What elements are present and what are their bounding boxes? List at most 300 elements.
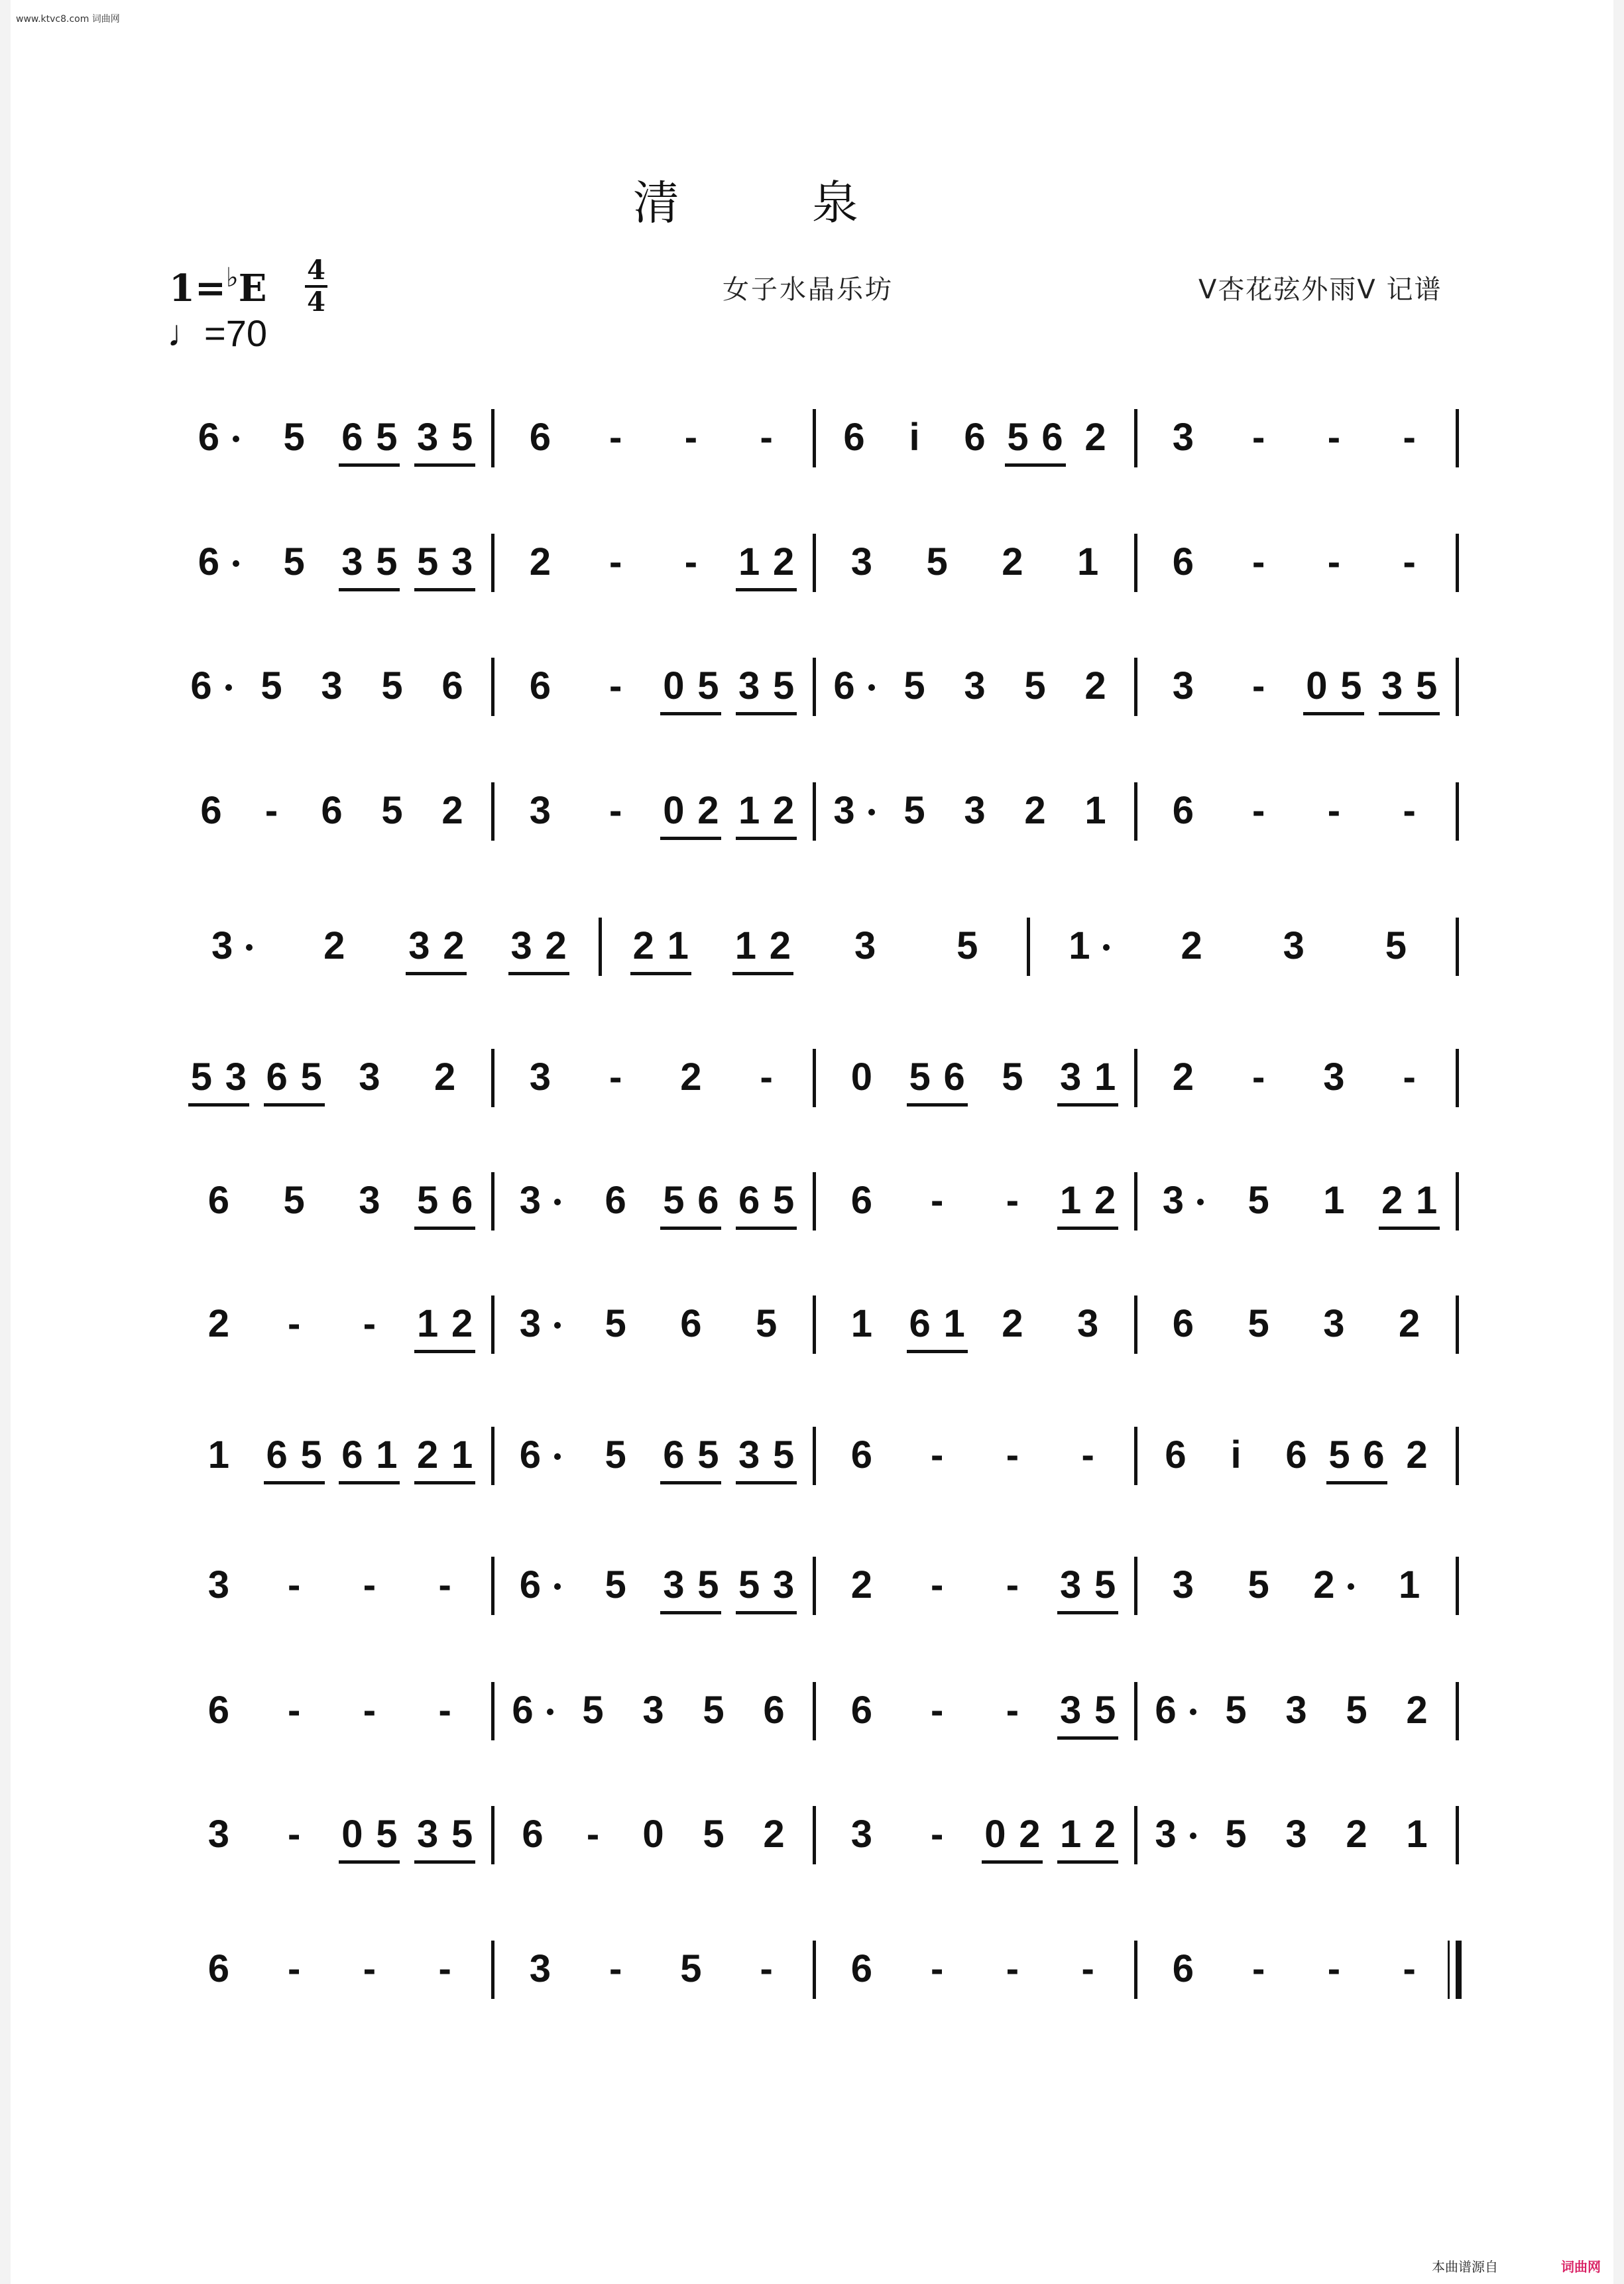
score-note: 3: [854, 924, 876, 967]
score-note: 5: [1225, 1813, 1247, 1856]
score-note: -: [363, 1563, 377, 1606]
score-note: 3: [964, 789, 986, 832]
barline: [1456, 658, 1459, 716]
score-note: 2: [850, 1563, 873, 1606]
eighth-underline: [660, 712, 721, 715]
barline: [599, 918, 602, 976]
score-note: 6: [833, 664, 855, 707]
score-note: 6: [207, 1689, 230, 1732]
key-prefix: 1=: [169, 267, 226, 310]
score-note: -: [1251, 1947, 1265, 1990]
score-note: i: [909, 416, 920, 459]
score-note: -: [930, 1563, 944, 1606]
score-note: -: [287, 1689, 301, 1732]
barline: [491, 1049, 494, 1107]
score-note: 3: [1323, 1302, 1345, 1345]
score-note: 6: [1041, 416, 1063, 459]
score-note: 6: [663, 1433, 685, 1476]
score-note: 5: [416, 540, 439, 583]
score-note: 6: [190, 664, 212, 707]
barline: [1134, 1806, 1137, 1864]
score-note: -: [760, 1055, 773, 1099]
eighth-underline: [907, 1103, 968, 1107]
score-note: 6: [207, 1179, 230, 1222]
eighth-underline: [188, 1103, 249, 1107]
score-note: 6: [850, 1433, 873, 1476]
score-note: 3: [1172, 416, 1194, 459]
score-note: 6: [198, 416, 220, 459]
score-note: -: [930, 1179, 944, 1222]
eighth-underline: [339, 1481, 400, 1484]
score-note: -: [363, 1302, 377, 1345]
score-note: -: [287, 1813, 301, 1856]
score-note: -: [287, 1563, 301, 1606]
score-note: 2: [323, 924, 345, 967]
barline: [491, 1941, 494, 1999]
barline: [1456, 409, 1459, 467]
score-note: 5: [1002, 1055, 1023, 1099]
barline: [813, 1049, 816, 1107]
composer: 女子水晶乐坊: [723, 274, 894, 305]
score-note: 5: [1247, 1563, 1269, 1606]
score-note: 3: [510, 924, 532, 967]
score-note: 3: [408, 924, 430, 967]
augmentation-dot: [1197, 1199, 1204, 1205]
score-note: 5: [1415, 664, 1438, 707]
barline: [491, 782, 494, 841]
barline: [1456, 1941, 1462, 1999]
score-note: 5: [376, 540, 398, 583]
score-note: 5: [605, 1563, 626, 1606]
score-note: -: [363, 1689, 377, 1732]
eighth-underline: [736, 1481, 797, 1484]
score-note: 2: [772, 540, 795, 583]
score-note: 1: [1094, 1055, 1116, 1099]
score-note: 2: [1381, 1179, 1403, 1222]
score-note: 6: [1363, 1433, 1385, 1476]
score-note: -: [609, 1055, 622, 1099]
score-note: 1: [738, 789, 760, 832]
eighth-underline: [660, 1227, 721, 1230]
score-note: 3: [1323, 1055, 1345, 1099]
score-note: 3: [529, 1055, 551, 1099]
augmentation-dot: [554, 1199, 561, 1205]
score-note: -: [609, 789, 622, 832]
score-note: -: [760, 416, 773, 459]
eighth-underline: [1057, 1103, 1118, 1107]
score-note: 6: [519, 1433, 542, 1476]
score-note: 5: [300, 1433, 322, 1476]
score-note: 3: [642, 1689, 664, 1732]
score-note: 6: [1172, 789, 1194, 832]
eighth-underline: [414, 1350, 475, 1353]
score-note: 2: [769, 924, 791, 967]
score-note: 2: [1181, 924, 1202, 967]
score-note: 5: [1328, 1433, 1350, 1476]
score-note: 3: [416, 416, 439, 459]
score-note: 5: [772, 664, 795, 707]
score-note: 1: [1406, 1813, 1428, 1856]
key-letter: E: [238, 267, 267, 310]
eighth-underline: [264, 1103, 325, 1107]
eighth-underline: [1005, 463, 1066, 467]
score-note: 1: [416, 1302, 439, 1345]
score-note: 5: [926, 540, 948, 583]
score-note: 2: [1019, 1813, 1041, 1856]
score-note: 3: [1285, 1813, 1307, 1856]
score-note: 3: [1381, 664, 1403, 707]
barline: [1456, 918, 1459, 976]
barline: [1456, 1682, 1459, 1740]
score-note: 3: [451, 540, 473, 583]
score-note: 3: [1283, 924, 1305, 967]
score-note: 3: [738, 664, 760, 707]
score-note: 2: [1172, 1055, 1194, 1099]
score-note: 3: [207, 1563, 230, 1606]
score-note: 2: [763, 1813, 785, 1856]
score-note: 6: [1155, 1689, 1177, 1732]
barline: [813, 1172, 816, 1231]
score-note: 3: [529, 789, 551, 832]
barline: [1027, 918, 1030, 976]
score-note: 3: [1059, 1055, 1082, 1099]
score-note: -: [1006, 1947, 1019, 1990]
score-note: 6: [441, 664, 463, 707]
score-note: 3: [341, 540, 363, 583]
score-note: 3: [359, 1055, 380, 1099]
score-note: 3: [359, 1179, 380, 1222]
score-note: 6: [1172, 540, 1194, 583]
augmentation-dot: [868, 809, 875, 815]
score-note: -: [264, 789, 278, 832]
barline: [1456, 1049, 1459, 1107]
score-note: 6: [1172, 1302, 1194, 1345]
score-note: 2: [680, 1055, 702, 1099]
score-note: 5: [283, 1179, 305, 1222]
eighth-underline: [1326, 1481, 1387, 1484]
score-note: 1: [943, 1302, 965, 1345]
score-note: 0: [663, 664, 685, 707]
eighth-underline: [736, 1611, 797, 1614]
source-brand: 词曲网: [1561, 2259, 1601, 2275]
barline: [1456, 1427, 1459, 1485]
score-note: 5: [381, 789, 403, 832]
eighth-underline: [414, 1481, 475, 1484]
score-note: 3: [225, 1055, 247, 1099]
barline: [491, 1427, 494, 1485]
eighth-underline: [508, 972, 569, 975]
augmentation-dot: [233, 436, 239, 442]
score-note: -: [1006, 1179, 1019, 1222]
score-note: 5: [680, 1947, 702, 1990]
barline: [813, 1295, 816, 1354]
barline: [813, 1682, 816, 1740]
score-note: -: [438, 1689, 451, 1732]
score-note: 6: [850, 1179, 873, 1222]
score-note: -: [1251, 540, 1265, 583]
score-note: 1: [667, 924, 689, 967]
flat-sign: ♭: [225, 262, 239, 293]
score-note: 1: [1059, 1813, 1082, 1856]
eighth-underline: [414, 1860, 475, 1864]
barline: [1456, 1172, 1459, 1231]
augmentation-dot: [868, 684, 875, 691]
barline: [1134, 534, 1137, 592]
eighth-underline: [1057, 1736, 1118, 1740]
score-note: -: [1251, 1055, 1265, 1099]
score-note: 2: [529, 540, 551, 583]
score-note: -: [1006, 1689, 1019, 1732]
final-barline: [1448, 1941, 1450, 1999]
score-note: 5: [1247, 1179, 1269, 1222]
score-note: 2: [1084, 664, 1106, 707]
source-text: 本曲谱源自: [1432, 2259, 1498, 2275]
score-note: 5: [1007, 416, 1029, 459]
eighth-underline: [732, 972, 793, 975]
score-note: 3: [1059, 1689, 1082, 1732]
score-note: 6: [964, 416, 986, 459]
score-note: 6: [321, 789, 343, 832]
score-note: 5: [772, 1179, 795, 1222]
score-note: -: [287, 1302, 301, 1345]
score-note: 3: [738, 1433, 760, 1476]
score-note: 3: [833, 789, 855, 832]
eighth-underline: [1057, 1860, 1118, 1864]
score-note: 6: [850, 1947, 873, 1990]
score-note: 5: [697, 1563, 719, 1606]
augmentation-dot: [554, 1322, 561, 1329]
score-note: 3: [207, 1813, 230, 1856]
score-note: 6: [519, 1563, 542, 1606]
score-note: -: [1403, 1055, 1416, 1099]
score-note: 1: [1398, 1563, 1421, 1606]
score-note: 6: [943, 1055, 965, 1099]
augmentation-dot: [554, 1583, 561, 1590]
score-note: 6: [451, 1179, 473, 1222]
score-note: 2: [545, 924, 567, 967]
eighth-underline: [660, 837, 721, 840]
score-note: 1: [738, 540, 760, 583]
score-note: 6: [680, 1302, 702, 1345]
score-note: 1: [850, 1302, 873, 1345]
score-note: 3: [211, 924, 233, 967]
barline: [491, 409, 494, 467]
score-note: 3: [1155, 1813, 1177, 1856]
barline: [1134, 1049, 1137, 1107]
site-url: www.ktvc8.com 词曲网: [16, 14, 120, 25]
barline: [1456, 1295, 1459, 1354]
barline: [813, 1941, 816, 1999]
eighth-underline: [406, 972, 467, 975]
eighth-underline: [414, 463, 475, 467]
augmentation-dot: [225, 684, 232, 691]
score-note: 5: [376, 1813, 398, 1856]
score-note: 5: [909, 1055, 931, 1099]
eighth-underline: [982, 1860, 1043, 1864]
score-note: -: [1327, 540, 1341, 583]
score-note: -: [438, 1563, 451, 1606]
augmentation-dot: [547, 1709, 553, 1715]
score-note: 6: [512, 1689, 534, 1732]
eighth-underline: [630, 972, 691, 975]
score-note: 5: [605, 1433, 626, 1476]
score-note: 6: [605, 1179, 626, 1222]
augmentation-dot: [1103, 944, 1110, 951]
score-note: 1: [1076, 540, 1099, 583]
score-note: 6: [1285, 1433, 1307, 1476]
barline: [813, 658, 816, 716]
score-note: -: [1403, 789, 1416, 832]
score-note: 6: [850, 1689, 873, 1732]
score-note: -: [1006, 1563, 1019, 1606]
time-top: 4: [307, 255, 325, 286]
score-note: 6: [207, 1947, 230, 1990]
score-note: 5: [1094, 1689, 1116, 1732]
barline: [491, 1682, 494, 1740]
score-note: 3: [964, 664, 986, 707]
score-note: 6: [763, 1689, 785, 1732]
score-note: 1: [1059, 1179, 1082, 1222]
score-note: 2: [451, 1302, 473, 1345]
score-note: 2: [697, 789, 719, 832]
score-note: -: [930, 1433, 944, 1476]
score-note: 5: [451, 1813, 473, 1856]
augmentation-dot: [1190, 1709, 1196, 1715]
score-note: 5: [755, 1302, 778, 1345]
eighth-underline: [1057, 1611, 1118, 1614]
score-note: -: [1403, 540, 1416, 583]
score-note: 5: [957, 924, 978, 967]
key-signature: [169, 262, 266, 310]
eighth-underline: [1379, 712, 1440, 715]
score-note: 5: [738, 1563, 760, 1606]
score-note: 2: [1002, 540, 1023, 583]
score-note: 2: [1406, 1689, 1428, 1732]
score-note: 2: [1313, 1563, 1335, 1606]
score-note: 5: [1024, 664, 1046, 707]
notator: V杏花弦外雨V 记谱: [1198, 274, 1442, 305]
score-note: 3: [1172, 1563, 1194, 1606]
score-note: -: [930, 1813, 944, 1856]
score-note: 2: [632, 924, 654, 967]
score-note: 6: [1165, 1433, 1187, 1476]
score-note: 1: [451, 1433, 473, 1476]
score-note: 2: [207, 1302, 230, 1345]
tempo-mark: ♩=70: [167, 312, 267, 354]
barline: [1456, 1557, 1459, 1615]
score-note: 5: [283, 416, 305, 459]
eighth-underline: [660, 1611, 721, 1614]
score-note: 6: [909, 1302, 931, 1345]
barline: [813, 1557, 816, 1615]
score-note: 5: [376, 416, 398, 459]
score-note: 5: [1225, 1689, 1247, 1732]
barline: [491, 534, 494, 592]
right-margin-strip: [1613, 0, 1624, 2284]
barline: [813, 1806, 816, 1864]
score-note: -: [1403, 416, 1416, 459]
score-note: 1: [1084, 789, 1106, 832]
score-note: 2: [1406, 1433, 1428, 1476]
score-note: 5: [261, 664, 282, 707]
score-note: 5: [703, 1689, 725, 1732]
augmentation-dot: [246, 944, 253, 951]
score-note: 6: [529, 664, 551, 707]
score-note: -: [1327, 789, 1341, 832]
barline: [813, 1427, 816, 1485]
score-note: 2: [1084, 416, 1106, 459]
eighth-underline: [339, 588, 400, 591]
score-note: 6: [266, 1055, 288, 1099]
eighth-underline: [264, 1481, 325, 1484]
score-note: 2: [1094, 1179, 1116, 1222]
score-note: 3: [1285, 1689, 1307, 1732]
score-note: 2: [1346, 1813, 1367, 1856]
score-note: -: [1327, 1947, 1341, 1990]
score-note: -: [609, 664, 622, 707]
score-note: 5: [300, 1055, 322, 1099]
score-note: 3: [1172, 664, 1194, 707]
score-note: -: [287, 1947, 301, 1990]
score-note: 5: [451, 416, 473, 459]
score-note: 0: [850, 1055, 873, 1099]
score-note: 3: [1162, 1179, 1185, 1222]
score-note: 6: [341, 416, 363, 459]
score-note: 1: [207, 1433, 230, 1476]
score-note: 2: [1094, 1813, 1116, 1856]
score-note: -: [609, 540, 622, 583]
score-note: -: [930, 1689, 944, 1732]
barline: [1134, 1557, 1137, 1615]
score-note: 2: [772, 789, 795, 832]
barline: [1456, 1806, 1459, 1864]
score-note: 6: [341, 1433, 363, 1476]
barline: [813, 782, 816, 841]
score-note: 1: [1069, 924, 1090, 967]
score-note: 5: [1385, 924, 1407, 967]
barline: [1134, 658, 1137, 716]
score-note: 1: [1415, 1179, 1438, 1222]
score-note: 0: [341, 1813, 363, 1856]
score-note: 5: [903, 664, 925, 707]
score-note: 5: [190, 1055, 213, 1099]
eighth-underline: [1379, 1227, 1440, 1230]
score-note: 2: [443, 924, 465, 967]
score-note: 6: [266, 1433, 288, 1476]
barline: [1134, 1427, 1137, 1485]
score-note: 3: [850, 540, 873, 583]
eighth-underline: [736, 1227, 797, 1230]
score-note: 3: [519, 1179, 542, 1222]
score-note: 5: [283, 540, 305, 583]
barline: [813, 409, 816, 467]
barline: [1134, 1941, 1137, 1999]
score-note: 5: [772, 1433, 795, 1476]
eighth-underline: [660, 1481, 721, 1484]
barline: [491, 1172, 494, 1231]
score-note: 2: [1024, 789, 1046, 832]
score-note: 3: [1076, 1302, 1099, 1345]
eighth-underline: [414, 588, 475, 591]
score-note: 5: [903, 789, 925, 832]
score-note: -: [1251, 789, 1265, 832]
left-margin-strip: [0, 0, 11, 2284]
score-note: -: [1251, 664, 1265, 707]
eighth-underline: [339, 463, 400, 467]
eighth-underline: [414, 1227, 475, 1230]
score-note: 1: [734, 924, 757, 967]
score-note: 6: [1172, 1947, 1194, 1990]
